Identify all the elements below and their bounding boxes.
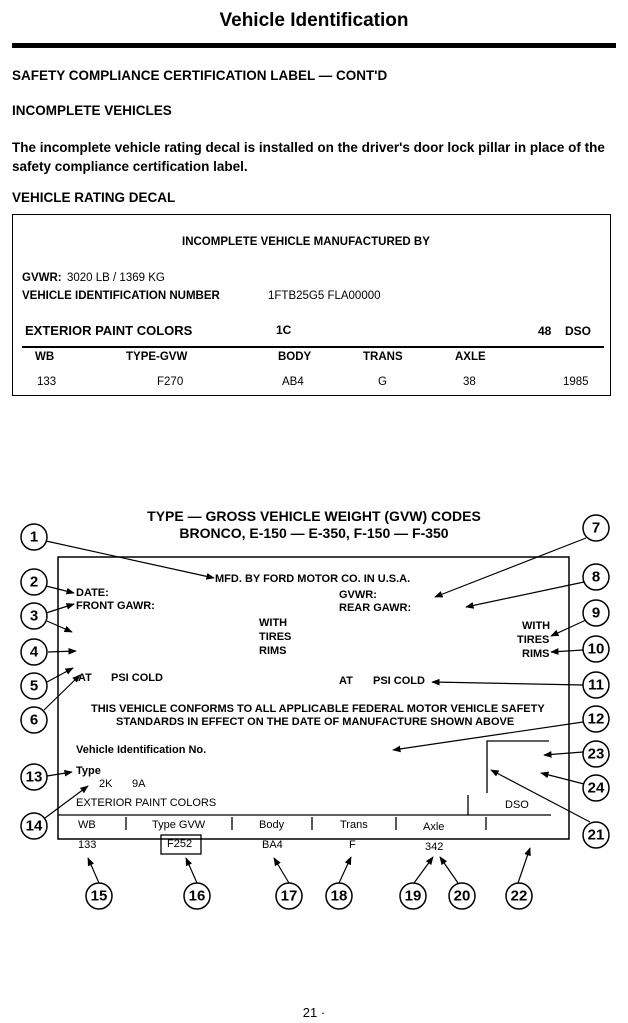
decal-gvwr-label: GVWR: [22, 272, 62, 284]
label-val-axle: 342 [425, 841, 444, 853]
label-conform-line1: THIS VEHICLE CONFORMS TO ALL APPLICABLE FEDERAL MOTOR VEHICLE SAFETY [91, 703, 545, 715]
decal-heading: INCOMPLETE VEHICLE MANUFACTURED BY [182, 236, 430, 248]
label-mfd: MFD. BY FORD MOTOR CO. IN U.S.A. [215, 573, 411, 585]
label-rims-right: RIMS [522, 648, 550, 660]
callout-number-9: 9 [591, 604, 601, 622]
callout-number-8: 8 [591, 568, 601, 586]
label-val-wb: 133 [78, 839, 97, 851]
callout-number-15: 15 [90, 887, 108, 905]
label-psi-right: PSI COLD [373, 675, 425, 687]
callout-number-4: 4 [29, 643, 39, 661]
decal-vin-label: VEHICLE IDENTIFICATION NUMBER [22, 290, 220, 302]
callout-number-6: 6 [29, 711, 39, 729]
page-number: 21 · [302, 1005, 326, 1020]
label-front-gawr: FRONT GAWR: [76, 600, 155, 612]
label-paint-colors: EXTERIOR PAINT COLORS [76, 797, 217, 809]
label-at-right: AT [339, 675, 353, 687]
callout-number-13: 13 [25, 768, 43, 786]
decal-col-axle: AXLE [455, 351, 486, 363]
page-title: Vehicle Identification [219, 10, 409, 31]
label-psi-left: PSI COLD [111, 672, 163, 684]
decal-paint-label: EXTERIOR PAINT COLORS [25, 323, 193, 338]
decal-col-body: BODY [278, 351, 312, 363]
section-cert-label: SAFETY COMPLIANCE CERTIFICATION LABEL — CONT'D [12, 68, 388, 83]
label-val-trans: F [349, 839, 356, 851]
callout-number-10: 10 [587, 640, 605, 658]
decal-col-trans: TRANS [363, 351, 403, 363]
label-at-left: AT [78, 672, 92, 684]
label-tires-right: TIRES [517, 634, 550, 646]
label-tires-left: TIRES [259, 631, 292, 643]
section-rating-decal: VEHICLE RATING DECAL [12, 190, 176, 205]
figure-title-line2: BRONCO, E-150 — E-350, F-150 — F-350 [179, 525, 449, 541]
label-vin: Vehicle Identification No. [76, 744, 207, 756]
callout-number-21: 21 [587, 826, 605, 844]
label-conform-line2: STANDARDS IN EFFECT ON THE DATE OF MANUFACTURE SHOWN ABOVE [116, 716, 515, 728]
callout-number-2: 2 [29, 573, 39, 591]
label-rims-left: RIMS [259, 645, 287, 657]
callout-number-1: 1 [29, 528, 39, 546]
callout-number-7: 7 [591, 519, 601, 537]
callout-number-16: 16 [188, 887, 206, 905]
decal-dso-value: 48 [538, 324, 552, 338]
decal-val-wb: 133 [37, 376, 57, 388]
decal-vin-value: 1FTB25G5 FLA00000 [268, 290, 381, 302]
callout-number-19: 19 [404, 887, 422, 905]
label-col-body: Body [259, 819, 285, 831]
decal-val-trans: G [378, 376, 387, 388]
callout-number-3: 3 [29, 607, 39, 625]
label-with-right: WITH [522, 620, 551, 632]
label-val-type-gvw: F252 [167, 838, 193, 850]
label-gvwr: GVWR: [339, 589, 377, 601]
callout-number-5: 5 [29, 677, 39, 695]
callout-number-12: 12 [587, 710, 605, 728]
callout-number-20: 20 [453, 887, 471, 905]
decal-val-body: AB4 [282, 376, 304, 388]
decal-val-year: 1985 [563, 376, 589, 388]
callout-number-22: 22 [510, 887, 528, 905]
label-date: DATE: [76, 587, 109, 599]
callout-number-11: 11 [588, 676, 604, 694]
decal-gvwr-value: 3020 LB / 1369 KG [67, 272, 165, 284]
decal-val-type-gvw: F270 [157, 376, 184, 388]
callout-number-18: 18 [330, 887, 348, 905]
callout-number-17: 17 [280, 887, 298, 905]
decal-col-type-gvw: TYPE-GVW [126, 351, 188, 363]
label-col-axle: Axle [423, 821, 445, 833]
decal-paint-value: 1C [276, 323, 292, 337]
callout-number-24: 24 [587, 779, 605, 797]
callout-number-14: 14 [25, 817, 43, 835]
label-type-value1: 2K [99, 778, 113, 790]
label-val-body: BA4 [262, 839, 283, 851]
label-type-value2: 9A [132, 778, 146, 790]
label-rear-gawr: REAR GAWR: [339, 602, 412, 614]
figure-title-line1: TYPE — GROSS VEHICLE WEIGHT (GVW) CODES [147, 508, 481, 524]
decal-col-wb: WB [35, 351, 55, 363]
callout-number-23: 23 [587, 745, 605, 763]
intro-paragraph: The incomplete vehicle rating decal is installed on the driver's door lock pillar in place of the safety compliance certification label. [12, 140, 605, 174]
label-col-type-gvw: Type GVW [152, 819, 206, 831]
label-type: Type [76, 765, 101, 777]
label-col-trans: Trans [340, 819, 368, 831]
label-with-left: WITH [259, 617, 288, 629]
decal-dso-label: DSO [565, 324, 592, 338]
label-dso: DSO [505, 799, 529, 811]
section-incomplete-vehicles: INCOMPLETE VEHICLES [12, 103, 172, 118]
label-col-wb: WB [78, 819, 96, 831]
decal-val-axle: 38 [463, 376, 476, 388]
